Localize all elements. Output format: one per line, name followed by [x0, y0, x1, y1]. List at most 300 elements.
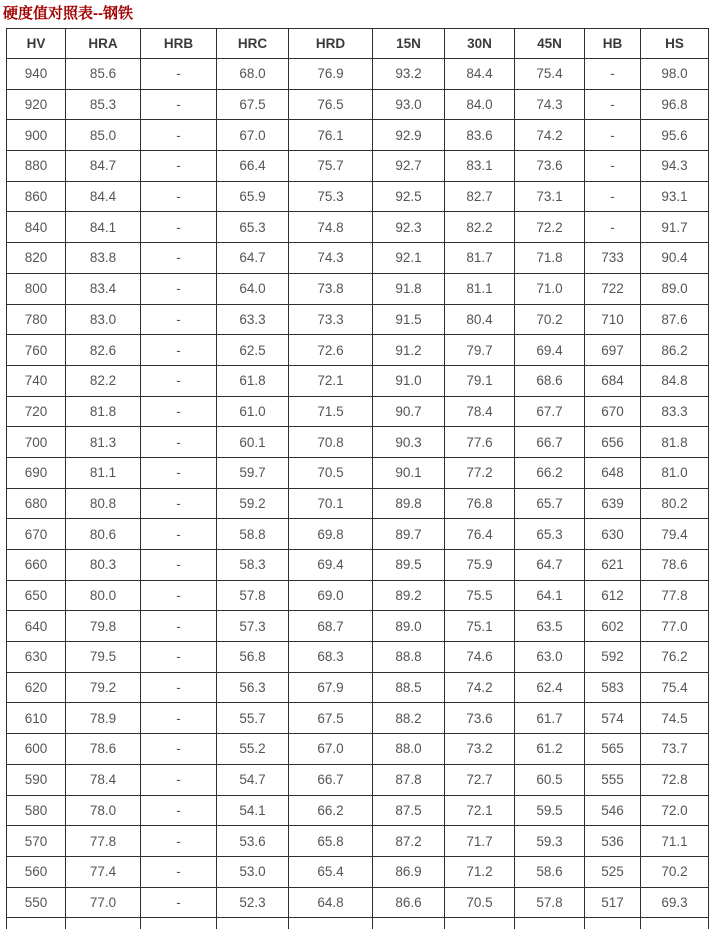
table-cell: 69.4	[515, 335, 585, 366]
table-cell: 71.0	[515, 273, 585, 304]
table-cell: 66.2	[515, 457, 585, 488]
hardness-table	[6, 28, 709, 929]
table-row	[7, 703, 709, 734]
table-cell: 76.4	[445, 519, 515, 550]
table-cell: 88.2	[373, 703, 445, 734]
partial-cutoff-row	[7, 918, 709, 929]
table-cell: 80.6	[66, 519, 141, 550]
table-row	[7, 764, 709, 795]
table-cell: 62.4	[515, 672, 585, 703]
table-row	[7, 856, 709, 887]
table-cell: 720	[7, 396, 66, 427]
column-header-hb: HB	[585, 29, 641, 59]
table-cell: 59.3	[515, 826, 585, 857]
table-cell: 78.9	[66, 703, 141, 734]
table-cell: 65.7	[515, 488, 585, 519]
column-header-hra: HRA	[66, 29, 141, 59]
table-cell: 640	[7, 611, 66, 642]
table-cell: -	[141, 365, 217, 396]
table-cell: 84.4	[66, 181, 141, 212]
table-cell: -	[141, 642, 217, 673]
table-cell: -	[141, 488, 217, 519]
table-cell: 91.2	[373, 335, 445, 366]
table-row	[7, 396, 709, 427]
table-row	[7, 457, 709, 488]
table-cell: -	[141, 826, 217, 857]
table-cell: 98.0	[641, 59, 709, 90]
table-cell: 58.6	[515, 856, 585, 887]
table-cell: 67.7	[515, 396, 585, 427]
table-cell: -	[585, 59, 641, 90]
table-cell: -	[585, 89, 641, 120]
table-cell: 820	[7, 243, 66, 274]
page-title: 硬度值对照表--钢铁	[3, 5, 133, 22]
table-cell-empty	[373, 918, 445, 929]
table-cell: 670	[585, 396, 641, 427]
table-row	[7, 580, 709, 611]
table-cell: 72.1	[445, 795, 515, 826]
table-cell: 73.6	[515, 151, 585, 182]
table-cell: 900	[7, 120, 66, 151]
table-cell: 75.1	[445, 611, 515, 642]
table-cell: 860	[7, 181, 66, 212]
table-cell: 68.0	[217, 59, 289, 90]
table-cell: 67.9	[289, 672, 373, 703]
table-row	[7, 887, 709, 918]
table-cell: 65.8	[289, 826, 373, 857]
table-cell: 70.2	[641, 856, 709, 887]
table-cell-empty	[585, 918, 641, 929]
table-cell: -	[141, 396, 217, 427]
table-cell: 89.7	[373, 519, 445, 550]
table-row	[7, 795, 709, 826]
table-cell: 89.8	[373, 488, 445, 519]
table-cell: 780	[7, 304, 66, 335]
table-cell: 89.2	[373, 580, 445, 611]
table-cell-empty	[141, 918, 217, 929]
table-cell: 65.4	[289, 856, 373, 887]
table-cell: 92.1	[373, 243, 445, 274]
table-cell: 55.2	[217, 734, 289, 765]
table-cell: -	[141, 273, 217, 304]
table-cell: 580	[7, 795, 66, 826]
table-cell: 80.4	[445, 304, 515, 335]
table-cell: 80.2	[641, 488, 709, 519]
column-header-hv: HV	[7, 29, 66, 59]
table-cell: 62.5	[217, 335, 289, 366]
table-cell: 67.0	[289, 734, 373, 765]
table-cell: 74.2	[445, 672, 515, 703]
table-cell: -	[141, 856, 217, 887]
table-cell: 546	[585, 795, 641, 826]
table-cell: 574	[585, 703, 641, 734]
table-cell: 57.3	[217, 611, 289, 642]
table-cell: 68.6	[515, 365, 585, 396]
column-header-15n: 15N	[373, 29, 445, 59]
table-cell: 87.2	[373, 826, 445, 857]
table-cell: 86.6	[373, 887, 445, 918]
column-header-45n: 45N	[515, 29, 585, 59]
table-cell: 72.1	[289, 365, 373, 396]
table-row	[7, 243, 709, 274]
table-cell: -	[141, 243, 217, 274]
table-cell: 77.8	[641, 580, 709, 611]
table-row	[7, 550, 709, 581]
table-cell: 555	[585, 764, 641, 795]
table-row	[7, 488, 709, 519]
table-cell: 690	[7, 457, 66, 488]
table-row	[7, 427, 709, 458]
table-cell: 72.6	[289, 335, 373, 366]
table-cell: 56.3	[217, 672, 289, 703]
table-cell: 72.2	[515, 212, 585, 243]
table-cell: 69.0	[289, 580, 373, 611]
table-cell: 73.8	[289, 273, 373, 304]
table-cell: 95.6	[641, 120, 709, 151]
table-cell: 80.8	[66, 488, 141, 519]
table-row	[7, 642, 709, 673]
table-cell: 66.4	[217, 151, 289, 182]
table-cell: 76.8	[445, 488, 515, 519]
table-cell: 59.7	[217, 457, 289, 488]
table-cell: 77.2	[445, 457, 515, 488]
table-cell: 70.8	[289, 427, 373, 458]
table-cell: 84.0	[445, 89, 515, 120]
table-cell: 656	[585, 427, 641, 458]
table-cell: 670	[7, 519, 66, 550]
table-cell: -	[141, 89, 217, 120]
table-cell: 79.2	[66, 672, 141, 703]
table-cell: -	[585, 120, 641, 151]
table-row	[7, 519, 709, 550]
table-cell: 73.2	[445, 734, 515, 765]
table-cell: 67.5	[217, 89, 289, 120]
table-cell: 81.1	[66, 457, 141, 488]
table-cell: 91.8	[373, 273, 445, 304]
table-cell: 65.9	[217, 181, 289, 212]
table-cell: 74.6	[445, 642, 515, 673]
table-cell: -	[585, 212, 641, 243]
table-cell: 79.7	[445, 335, 515, 366]
table-cell: 940	[7, 59, 66, 90]
table-cell: 61.8	[217, 365, 289, 396]
table-cell: 620	[7, 672, 66, 703]
table-cell: 83.1	[445, 151, 515, 182]
table-row	[7, 304, 709, 335]
table-row	[7, 335, 709, 366]
table-cell: 81.8	[641, 427, 709, 458]
table-row	[7, 181, 709, 212]
table-cell: 70.2	[515, 304, 585, 335]
table-cell-empty	[289, 918, 373, 929]
table-cell: 69.8	[289, 519, 373, 550]
table-cell: 630	[585, 519, 641, 550]
table-cell: -	[141, 120, 217, 151]
table-row	[7, 826, 709, 857]
table-cell: 91.0	[373, 365, 445, 396]
table-cell: 60.1	[217, 427, 289, 458]
table-cell: -	[141, 181, 217, 212]
table-cell: 60.5	[515, 764, 585, 795]
table-cell: 680	[7, 488, 66, 519]
table-cell: 64.1	[515, 580, 585, 611]
table-row	[7, 273, 709, 304]
table-cell-empty	[445, 918, 515, 929]
table-cell: -	[141, 887, 217, 918]
table-cell: 90.3	[373, 427, 445, 458]
table-cell: -	[141, 427, 217, 458]
table-cell: 77.0	[641, 611, 709, 642]
table-cell: 740	[7, 365, 66, 396]
table-cell: 70.5	[289, 457, 373, 488]
table-cell: -	[141, 151, 217, 182]
table-cell: 73.3	[289, 304, 373, 335]
table-cell: 78.6	[641, 550, 709, 581]
table-cell: 77.6	[445, 427, 515, 458]
table-row	[7, 734, 709, 765]
table-cell: 840	[7, 212, 66, 243]
table-cell: 75.4	[515, 59, 585, 90]
table-cell: -	[141, 457, 217, 488]
table-cell: 733	[585, 243, 641, 274]
table-cell: 94.3	[641, 151, 709, 182]
table-cell: 53.6	[217, 826, 289, 857]
table-cell: 92.3	[373, 212, 445, 243]
table-cell-empty	[66, 918, 141, 929]
table-cell: 58.8	[217, 519, 289, 550]
table-cell: 684	[585, 365, 641, 396]
table-cell: 65.3	[515, 519, 585, 550]
table-cell: 70.5	[445, 887, 515, 918]
table-cell: 96.8	[641, 89, 709, 120]
table-cell: 74.2	[515, 120, 585, 151]
column-header-30n: 30N	[445, 29, 515, 59]
table-cell: 74.3	[515, 89, 585, 120]
table-cell: 83.0	[66, 304, 141, 335]
table-row	[7, 365, 709, 396]
table-cell: 621	[585, 550, 641, 581]
table-cell: 560	[7, 856, 66, 887]
table-cell: 73.7	[641, 734, 709, 765]
table-cell: 83.4	[66, 273, 141, 304]
table-cell: 57.8	[217, 580, 289, 611]
table-row	[7, 151, 709, 182]
table-row	[7, 611, 709, 642]
table-cell: 61.0	[217, 396, 289, 427]
table-cell: 648	[585, 457, 641, 488]
table-cell: -	[141, 703, 217, 734]
table-cell: 88.5	[373, 672, 445, 703]
table-cell: 64.0	[217, 273, 289, 304]
table-cell: 74.8	[289, 212, 373, 243]
table-cell: 592	[585, 642, 641, 673]
table-cell: 86.9	[373, 856, 445, 887]
table-cell: -	[141, 212, 217, 243]
table-cell: 73.6	[445, 703, 515, 734]
table-row	[7, 212, 709, 243]
table-cell: -	[141, 764, 217, 795]
table-cell: 63.3	[217, 304, 289, 335]
table-cell: 610	[7, 703, 66, 734]
table-cell: 79.8	[66, 611, 141, 642]
table-cell: 590	[7, 764, 66, 795]
table-cell-empty	[641, 918, 709, 929]
table-cell: 52.3	[217, 887, 289, 918]
table-cell: 83.3	[641, 396, 709, 427]
table-cell: 700	[7, 427, 66, 458]
table-row	[7, 672, 709, 703]
table-cell: 710	[585, 304, 641, 335]
table-cell: 58.3	[217, 550, 289, 581]
table-cell: 69.4	[289, 550, 373, 581]
table-cell: 81.8	[66, 396, 141, 427]
table-cell: 57.8	[515, 887, 585, 918]
table-cell: -	[141, 734, 217, 765]
table-cell: 583	[585, 672, 641, 703]
table-cell: 602	[585, 611, 641, 642]
table-cell: 82.6	[66, 335, 141, 366]
table-cell: 92.5	[373, 181, 445, 212]
table-cell: 78.4	[445, 396, 515, 427]
table-cell: 66.2	[289, 795, 373, 826]
table-header	[7, 29, 709, 59]
table-cell-empty	[515, 918, 585, 929]
table-cell: 639	[585, 488, 641, 519]
table-cell: 77.8	[66, 826, 141, 857]
table-cell: 612	[585, 580, 641, 611]
table-cell: 89.5	[373, 550, 445, 581]
table-cell: 55.7	[217, 703, 289, 734]
table-cell: 59.2	[217, 488, 289, 519]
table-cell: 71.7	[445, 826, 515, 857]
table-cell: 84.4	[445, 59, 515, 90]
table-cell: 536	[585, 826, 641, 857]
table-cell: 63.5	[515, 611, 585, 642]
table-cell: 880	[7, 151, 66, 182]
table-cell: 93.1	[641, 181, 709, 212]
table-cell: 86.2	[641, 335, 709, 366]
table-cell: 64.7	[217, 243, 289, 274]
table-cell: 63.0	[515, 642, 585, 673]
table-cell: 722	[585, 273, 641, 304]
table-cell: 82.2	[445, 212, 515, 243]
table-cell: 85.3	[66, 89, 141, 120]
table-cell: 70.1	[289, 488, 373, 519]
table-cell: -	[141, 304, 217, 335]
table-cell: -	[141, 519, 217, 550]
table-cell: -	[141, 550, 217, 581]
table-cell: 71.2	[445, 856, 515, 887]
table-cell: 75.5	[445, 580, 515, 611]
table-cell: 75.4	[641, 672, 709, 703]
table-cell: 565	[585, 734, 641, 765]
table-cell: 77.4	[66, 856, 141, 887]
table-cell: -	[141, 59, 217, 90]
table-cell: 71.1	[641, 826, 709, 857]
table-body	[7, 59, 709, 929]
table-cell: 64.8	[289, 887, 373, 918]
table-cell: 72.8	[641, 764, 709, 795]
table-cell: 75.7	[289, 151, 373, 182]
column-header-hrc: HRC	[217, 29, 289, 59]
table-cell: -	[585, 151, 641, 182]
table-cell: 87.6	[641, 304, 709, 335]
table-cell: 83.6	[445, 120, 515, 151]
table-cell: 67.0	[217, 120, 289, 151]
table-cell: 61.7	[515, 703, 585, 734]
table-cell: 84.8	[641, 365, 709, 396]
table-cell: 66.7	[515, 427, 585, 458]
table-cell: 75.3	[289, 181, 373, 212]
table-cell-empty	[7, 918, 66, 929]
table-cell: 89.0	[641, 273, 709, 304]
table-cell: 91.7	[641, 212, 709, 243]
table-cell: 76.5	[289, 89, 373, 120]
table-row	[7, 59, 709, 90]
table-cell: 53.0	[217, 856, 289, 887]
table-cell: 660	[7, 550, 66, 581]
table-cell: -	[141, 795, 217, 826]
table-cell: 800	[7, 273, 66, 304]
table-cell: 68.3	[289, 642, 373, 673]
table-cell: 570	[7, 826, 66, 857]
table-cell: 87.8	[373, 764, 445, 795]
table-cell: 82.2	[66, 365, 141, 396]
table-cell: 74.3	[289, 243, 373, 274]
table-cell: 78.0	[66, 795, 141, 826]
table-cell: -	[141, 580, 217, 611]
table-cell: 74.5	[641, 703, 709, 734]
table-cell: 68.7	[289, 611, 373, 642]
table-cell: 73.1	[515, 181, 585, 212]
table-cell: 79.4	[641, 519, 709, 550]
table-cell: 84.1	[66, 212, 141, 243]
table-cell: 525	[585, 856, 641, 887]
table-cell: 81.7	[445, 243, 515, 274]
table-cell: 64.7	[515, 550, 585, 581]
table-cell: 88.8	[373, 642, 445, 673]
table-cell: 90.1	[373, 457, 445, 488]
table-cell: 54.1	[217, 795, 289, 826]
table-cell: -	[141, 672, 217, 703]
table-cell: -	[141, 611, 217, 642]
header-row	[7, 29, 709, 59]
table-cell: 760	[7, 335, 66, 366]
table-cell: 81.0	[641, 457, 709, 488]
table-cell: 630	[7, 642, 66, 673]
table-cell: 67.5	[289, 703, 373, 734]
table-cell: 697	[585, 335, 641, 366]
column-header-hrb: HRB	[141, 29, 217, 59]
table-cell: 71.8	[515, 243, 585, 274]
table-cell: 83.8	[66, 243, 141, 274]
table-cell: 920	[7, 89, 66, 120]
table-cell: 81.1	[445, 273, 515, 304]
table-cell: 71.5	[289, 396, 373, 427]
table-cell: 78.6	[66, 734, 141, 765]
table-cell: -	[585, 181, 641, 212]
table-cell: 65.3	[217, 212, 289, 243]
table-row	[7, 89, 709, 120]
table-cell: 61.2	[515, 734, 585, 765]
table-cell: 79.5	[66, 642, 141, 673]
column-header-hs: HS	[641, 29, 709, 59]
table-cell: 92.7	[373, 151, 445, 182]
table-cell: 650	[7, 580, 66, 611]
table-cell: 84.7	[66, 151, 141, 182]
table-cell: 76.2	[641, 642, 709, 673]
table-cell: 600	[7, 734, 66, 765]
